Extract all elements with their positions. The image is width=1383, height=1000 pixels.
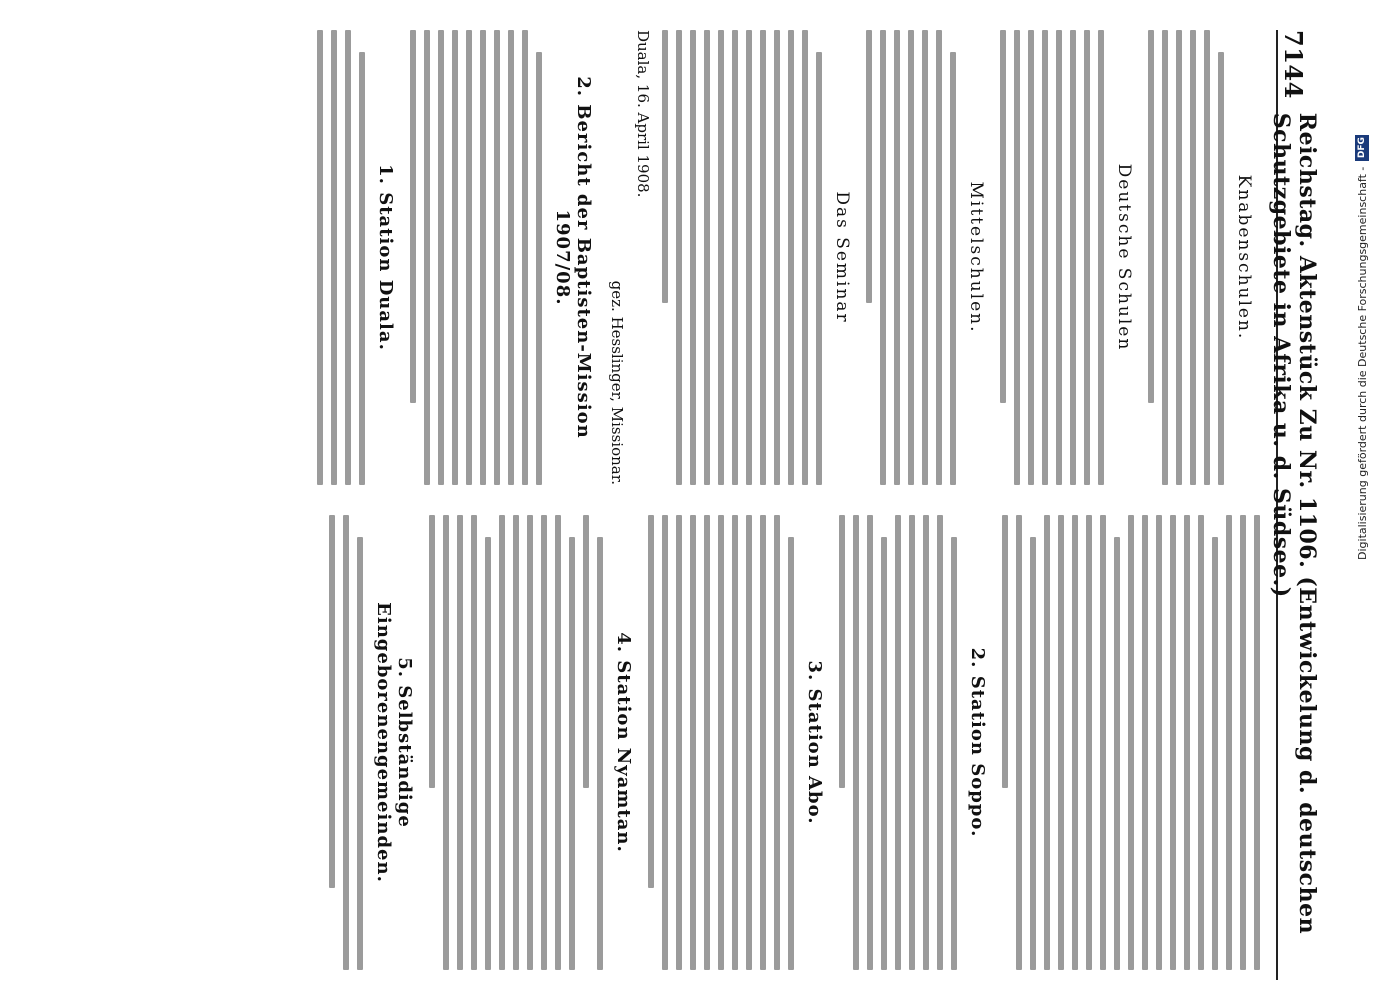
right-column bbox=[319, 515, 1268, 970]
text-block bbox=[839, 515, 957, 970]
text-block bbox=[662, 30, 822, 485]
section-heading: 1. Station Duala. bbox=[375, 164, 396, 351]
section-heading: 2. Bericht der Baptisten-Mission 1907/08. bbox=[552, 76, 594, 439]
left-column bbox=[307, 30, 1268, 485]
text-block bbox=[329, 515, 363, 970]
signature-date: Duala, 16. April 1908. bbox=[634, 30, 652, 198]
page-header bbox=[1268, 30, 1320, 980]
section-heading: Knabenschulen. bbox=[1234, 174, 1254, 341]
text-block bbox=[317, 30, 365, 485]
section-heading: Mittelschulen. bbox=[966, 181, 986, 334]
section-heading: Das Seminar bbox=[832, 191, 852, 324]
dfg-logo-icon: DFG bbox=[1355, 135, 1369, 161]
text-block bbox=[866, 30, 956, 485]
signature-name: gez. Hesslinger, Missionar. bbox=[608, 280, 626, 485]
text-block bbox=[1148, 30, 1224, 485]
section-heading: 3. Station Abo. bbox=[804, 660, 825, 825]
digitization-credit: Digitalisierung gefördert durch die Deutsche Forschungsgemeinschaft - DFG bbox=[1355, 135, 1369, 560]
section-heading: 5. Selbständige Eingeborenengemeinden. bbox=[373, 602, 415, 883]
text-block bbox=[429, 515, 603, 970]
text-block bbox=[648, 515, 794, 970]
page-title: Reichstag. Aktenstück Zu Nr. 1106. (Entwickelung d. deutschen Schutzgebiete in Afrika u. d. Südsee.) bbox=[1268, 112, 1320, 935]
section-heading: 2. Station Soppo. bbox=[967, 647, 988, 838]
page-number: 7144 bbox=[1279, 30, 1309, 99]
text-block bbox=[1000, 30, 1104, 485]
text-block bbox=[1002, 515, 1260, 970]
section-heading: Deutsche Schulen bbox=[1114, 163, 1134, 352]
section-heading: 4. Station Nyamtan. bbox=[613, 632, 634, 853]
text-block bbox=[410, 30, 542, 485]
